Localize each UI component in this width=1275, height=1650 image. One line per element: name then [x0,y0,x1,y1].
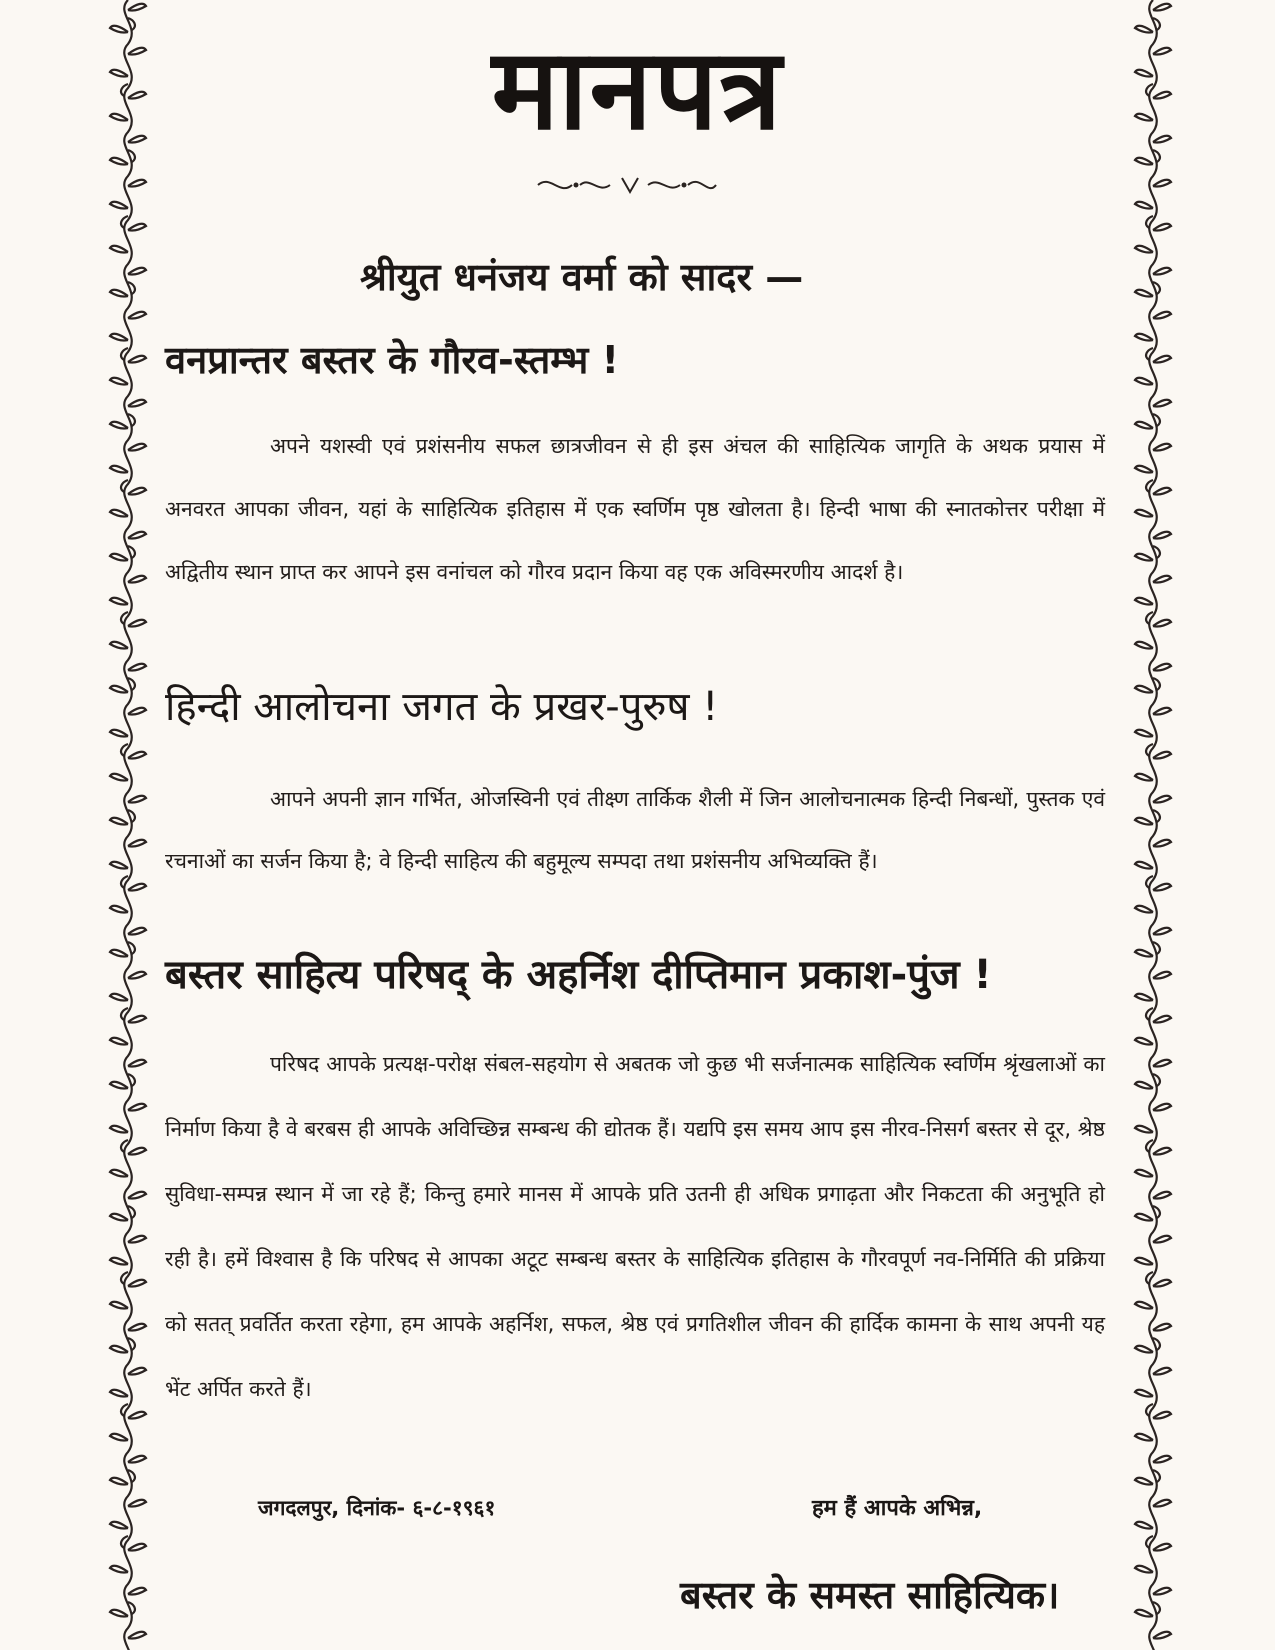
vine-border-left-icon [103,0,153,1650]
signature: बस्तर के समस्त साहित्यिक। [680,1573,1060,1617]
section-heading-3: बस्तर साहित्य परिषद् के अहर्निश दीप्तिमान प्रकाश-पुंज ! [165,952,992,998]
closing-line: हम हैं आपके अभिन्न, [812,1496,983,1521]
section-heading-1: वनप्रान्तर बस्तर के गौरव-स्तम्भ ! [165,338,619,382]
section-body-2: आपने अपनी ज्ञान गर्भित, ओजस्विनी एवं तीक्ष्ण तार्किक शैली में जिन आलोचनात्मक हिन्दी निबन्धों, पुस्तक एवं रचनाओं का सर्जन किया है; वे हिन्दी साहित्य की बहुमूल्य सम्पदा तथा प्रशंसनीय अभिव्यक्ति हैं। [165,787,1105,873]
section-heading-2: हिन्दी आलोचना जगत के प्रखर-पुरुष ! [165,684,719,730]
place-date: जगदलपुर, दिनांक- ६-८-१९६१ [258,1496,496,1520]
section-body-3: परिषद आपके प्रत्यक्ष-परोक्ष संबल-सहयोग से अबतक जो कुछ भी सर्जनात्मक साहित्यिक स्वर्णिम श्रृंखलाओं का निर्माण किया है वे बरबस ही आपके अविच्छिन्न सम्बन्ध की द्योतक हैं। यद्यपि इस समय आप इस नीरव-निसर्ग बस्तर से दूर, श्रेष्ठ सुविधा-सम्पन्न स्थान में जा रहे हैं; किन्तु हमारे मानस में आपके प्रति उतनी ही अधिक प्रगाढ़ता और निकटता की अनुभूति हो रही है। हमें विश्वास है कि परिषद से आपका अटूट सम्बन्ध बस्तर के साहित्यिक इतिहास के गौरवपूर्ण नव-निर्मिति की प्रक्रिया को सतत् प्रवर्तित करता रहेगा, हम आपके अहर्निश, सफल, श्रेष्ठ एवं प्रगतिशील जीवन की हार्दिक कामना के साथ अपनी यह भेंट अर्पित करते हैं। [165,1052,1105,1401]
page-title: मानपत्र [491,25,784,155]
section-body-1: अपने यशस्वी एवं प्रशंसनीय सफल छात्रजीवन से ही इस अंचल की साहित्यिक जागृति के अथक प्रयास में अनवरत आपका जीवन, यहां के साहित्यिक इतिहास में एक स्वर्णिम पृष्ठ खोलता है। हिन्दी भाषा की स्नातकोत्तर परीक्षा में अद्वितीय स्थान प्राप्त कर आपने इस वनांचल को गौरव प्रदान किया वह एक अविस्मरणीय आदर्श है। [165,434,1105,584]
vine-border-right-icon [1128,0,1178,1650]
floral-divider-icon [530,172,720,198]
salutation: श्रीयुत धनंजय वर्मा को सादर — [360,255,804,299]
